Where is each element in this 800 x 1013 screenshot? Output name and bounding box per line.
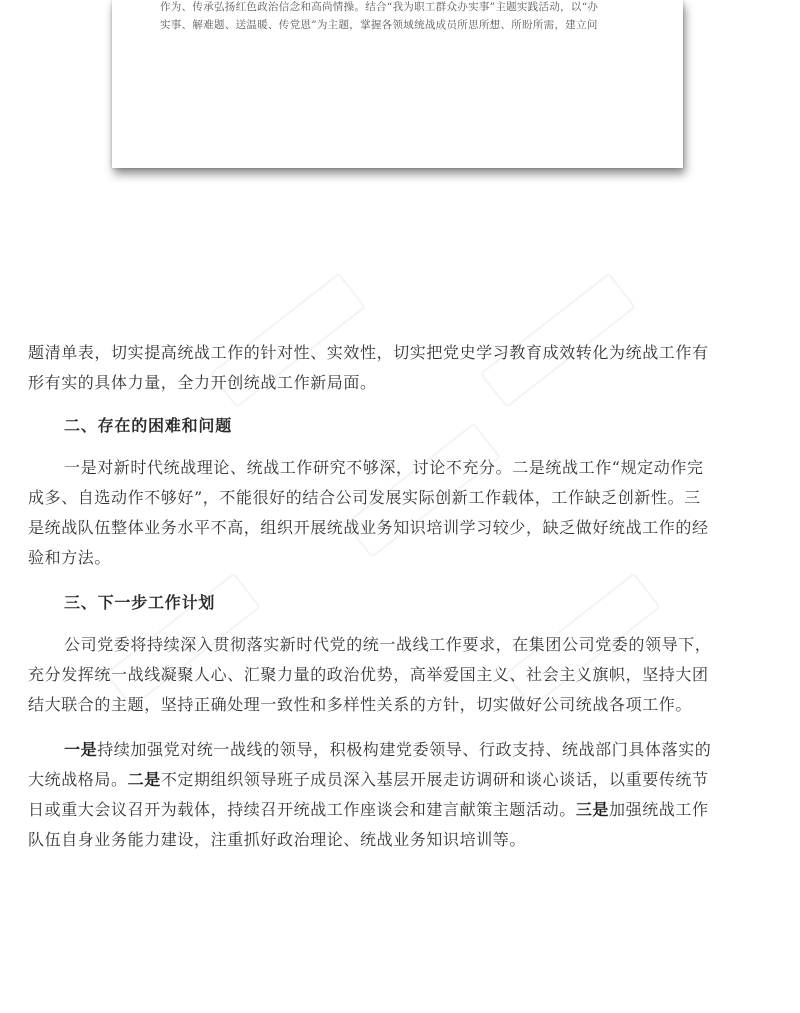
paragraph-line: 队伍自身业务能力建设，注重抓好政治理论、统战业务知识培训等。 [28, 830, 527, 849]
paragraph-line: 一是对新时代统战理论、统战工作研究不够深，讨论不充分。二是统战工作“规定动作完 [64, 458, 704, 477]
paragraph-line: 成多、自选动作不够好”，不能很好的结合公司发展实际创新工作载体，工作缺乏创新性。三 [28, 488, 701, 507]
paragraph-line: 公司党委将持续深入贯彻落实新时代党的统一战线工作要求，在集团公司党委的领导下， [64, 635, 712, 654]
paragraph-line: 结大联合的主题，坚持正确处理一致性和多样性关系的方针，切实做好公司统战各项工作。 [28, 695, 693, 714]
section-heading: 三、下一步工作计划 [64, 593, 216, 612]
paragraph-line: 充分发挥统一战线凝聚人心、汇聚力量的政治优势，高举爱国主义、社会主义旗帜，坚持大团 [28, 665, 709, 684]
section-heading: 二、存在的困难和问题 [64, 416, 233, 435]
paragraph-line: 形有实的具体力量，全力开创统战工作新局面。 [28, 373, 377, 392]
watermark [480, 275, 631, 405]
card-text-line: 实事、解难题、送温暖、传党恩”为主题，掌握各领域统战成员所思所想、所盼所需，建立问 [160, 19, 598, 31]
paragraph-line [64, 740, 711, 760]
plan-item-lead: 一是 [64, 740, 98, 759]
plan-item-text: 大统战格局。 [28, 770, 128, 789]
plan-item-text: 日或重大会议召开为载体，持续召开统战工作座谈会和建言献策主题活动。 [28, 800, 576, 819]
card-text-line: 作为、传承弘扬红色政治信念和高尚情操。结合“我为职工群众办实事”主题实践活动，以“办 [160, 1, 599, 13]
paragraph-line: 验和方法。 [28, 548, 112, 567]
plan-item-lead: 三是 [575, 800, 610, 819]
plan-item-text: 加强统战工作 [609, 800, 709, 819]
plan-item-text: 不定期组织领导班子成员深入基层开展走访调研和谈心谈话，以重要传统节 [160, 770, 709, 789]
plan-item-lead: 二是 [127, 770, 161, 789]
paragraph-line [28, 770, 709, 790]
paragraph-line: 是统战队伍整体业务水平不高，组织开展统战业务知识培训学习较少，缺乏做好统战工作的经 [28, 518, 709, 537]
plan-item-text: 持续加强党对统一战线的领导，积极构建党委领导、行政支持、统战部门具体落实的 [97, 740, 712, 759]
paragraph-line [28, 800, 709, 820]
page-preview-card [112, 0, 683, 168]
paragraph-line: 题清单表，切实提高统战工作的针对性、实效性，切实把党史学习教育成效转化为统战工作有 [28, 343, 709, 362]
